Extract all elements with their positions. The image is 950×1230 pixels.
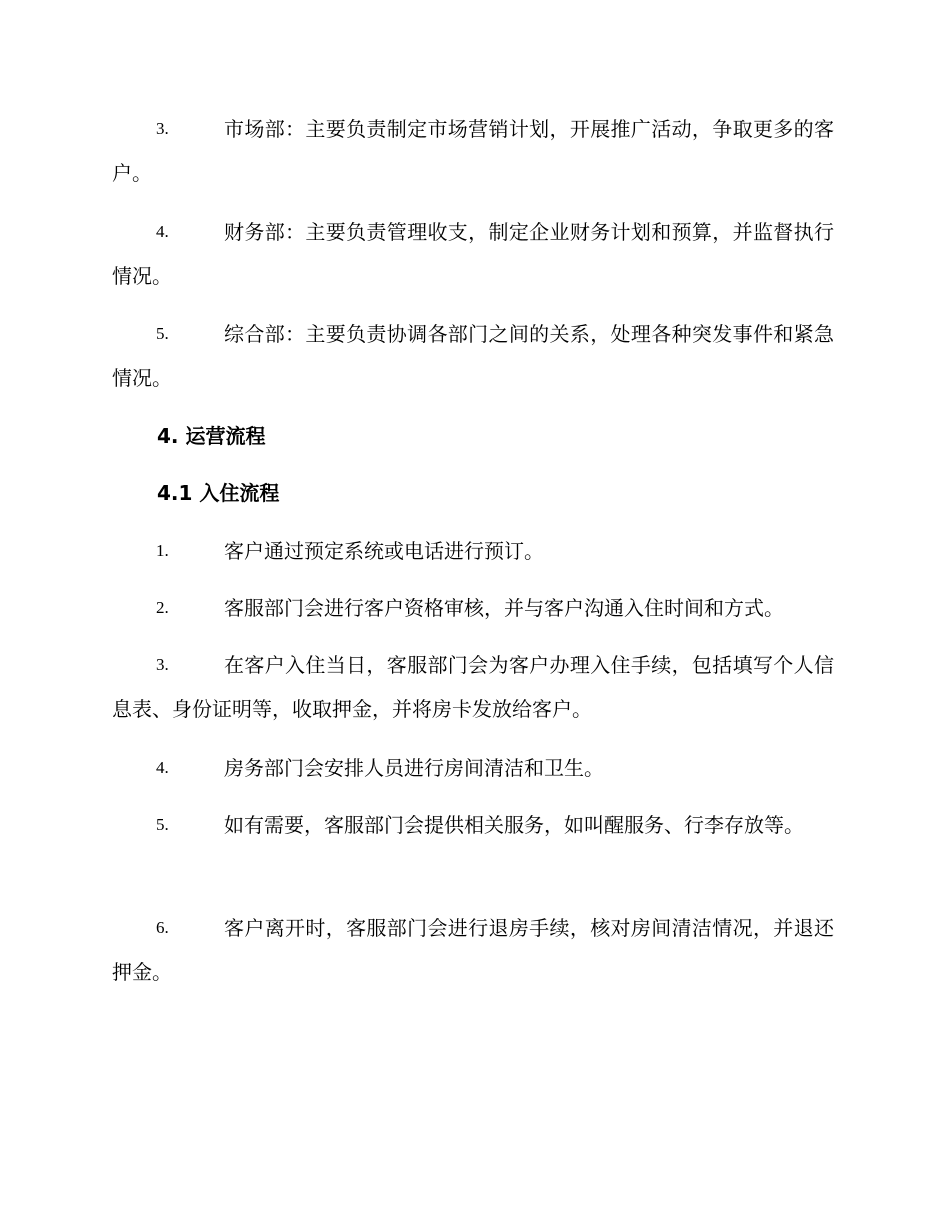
list-number: 4. [156,222,169,241]
list-text: 客户通过预定系统或电话进行预订。 [224,539,544,563]
list-number: 1. [156,541,169,560]
checkin-step-1 [112,529,834,573]
checkin-step-2 [112,586,834,630]
list-number: 5. [156,324,169,343]
checkin-step-3 [112,643,834,731]
list-number: 5. [156,815,169,834]
list-number: 3. [156,655,169,674]
checkin-step-4 [112,746,834,790]
list-text: 客服部门会进行客户资格审核，并与客户沟通入住时间和方式。 [224,596,784,620]
list-text: 在客户入住当日，客服部门会为客户办理入住手续，包括填写个人信息表、身份证明等，收取押金，并将房卡发放给客户。 [112,653,834,721]
list-number: 3. [156,119,169,138]
section-heading: 4. 运营流程 [157,424,266,448]
list-text: 客户离开时，客服部门会进行退房手续，核对房间清洁情况，并退还押金。 [112,916,834,984]
subsection-heading: 4.1 入住流程 [157,481,280,505]
department-item-3 [112,107,834,195]
list-number: 4. [156,758,169,777]
list-number: 6. [156,918,169,937]
department-item-4 [112,210,834,298]
list-text: 房务部门会安排人员进行房间清洁和卫生。 [224,756,604,780]
list-text: 财务部：主要负责管理收支，制定企业财务计划和预算，并监督执行情况。 [112,220,834,288]
list-number: 2. [156,598,169,617]
department-item-5 [112,312,834,400]
checkin-step-5 [112,803,834,847]
checkin-step-6 [112,906,834,994]
list-text: 综合部：主要负责协调各部门之间的关系，处理各种突发事件和紧急情况。 [112,322,834,390]
list-text: 市场部：主要负责制定市场营销计划，开展推广活动，争取更多的客户。 [112,117,834,185]
list-text: 如有需要，客服部门会提供相关服务，如叫醒服务、行李存放等。 [224,813,804,837]
